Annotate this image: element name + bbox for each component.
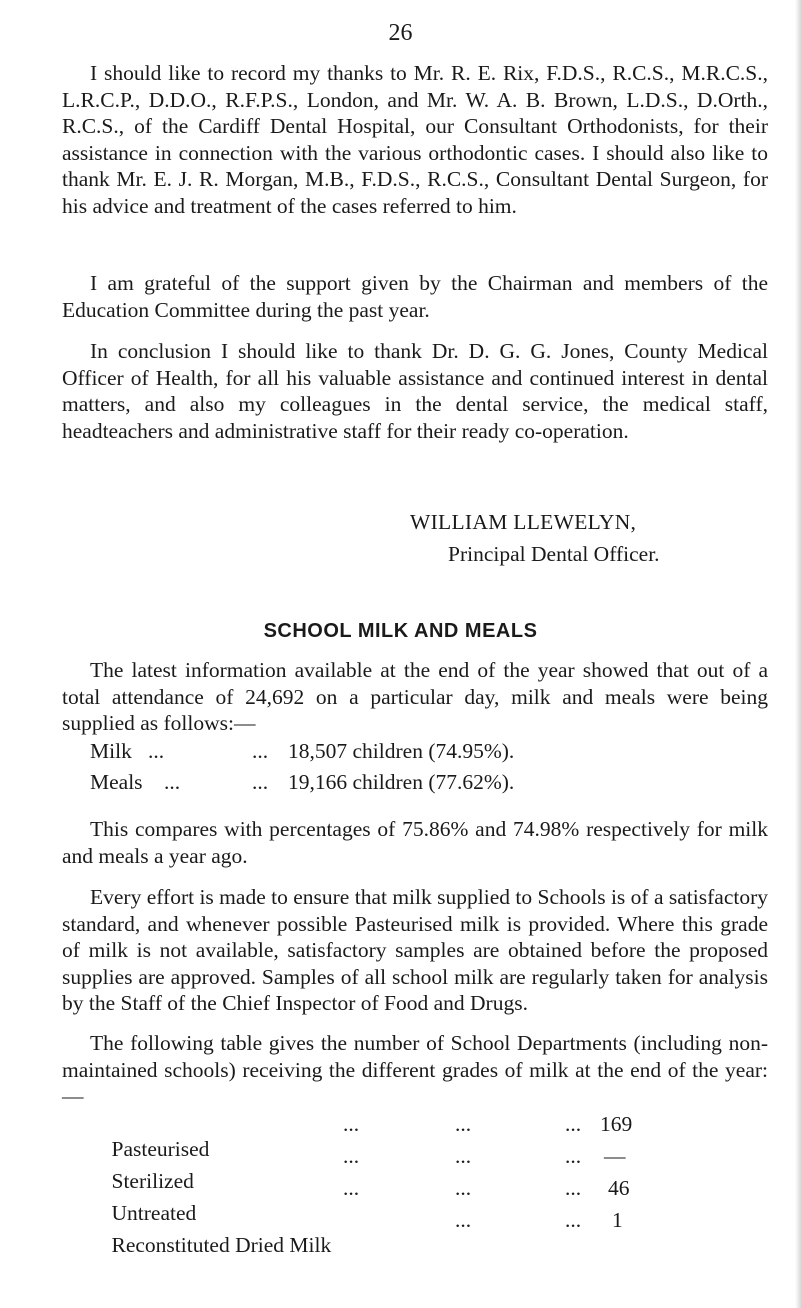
- supply-dots: ...: [164, 770, 181, 794]
- paragraph-text: I should like to record my thanks to Mr. R. E. Rix, F.D.S., R.C.S., M.R.C.S., L.R.C.P., D.D.O., R.F.P.S., London, and Mr. W. A. B. Brown, L.D.S., D.Orth., R.C.S., of the Cardiff Dental Hospital, our Consultant Orthodonists, for their assistance in connection with the various orthodontic cases. I should also like to thank Mr. E. J. R. Morgan, M.B., F.D.S., R.C.S., Consultant Dental Surgeon, for his advice and treatment of the cases referred to him.: [62, 61, 768, 218]
- supply-dots: ...: [252, 739, 269, 763]
- supply-dots: ...: [148, 739, 165, 763]
- paragraph-thanks-orthodontists: [62, 60, 768, 219]
- signature-title: Principal Dental Officer.: [448, 542, 660, 566]
- grade-dots: ...: [343, 1176, 360, 1200]
- supply-label: Milk: [90, 739, 132, 763]
- paragraph-text: This compares with percentages of 75.86% and 74.98% respectively for milk and meals a year ago.: [62, 817, 768, 868]
- section-heading: SCHOOL MILK AND MEALS: [263, 620, 538, 642]
- paragraph-milk-meals-intro: [62, 657, 768, 737]
- grade-label: Pasteurised: [111, 1137, 210, 1161]
- signature-name: WILLIAM LLEWELYN,: [410, 510, 637, 534]
- paragraph-text: I am grateful of the support given by the Chairman and members of the Education Committee during the past year.: [62, 271, 768, 322]
- grade-value: 46: [608, 1176, 630, 1200]
- paragraph-text: The latest information available at the end of the year showed that out of a total attendance of 24,692 on a particular day, milk and meals were being supplied as follows:—: [62, 658, 768, 735]
- paragraph-quality: [62, 884, 768, 1017]
- grade-dots: ...: [455, 1112, 472, 1136]
- paragraph-comparison: [62, 816, 768, 869]
- grade-value: 1: [612, 1208, 623, 1232]
- supply-value: 18,507 children (74.95%).: [288, 739, 515, 763]
- paragraph-committee: [62, 270, 768, 323]
- page-edge-shadow: [795, 0, 801, 1308]
- grade-dots: ...: [455, 1144, 472, 1168]
- grade-dots: ...: [343, 1112, 360, 1136]
- grade-label: Untreated: [111, 1201, 197, 1225]
- table-row: [90, 1208, 331, 1283]
- grade-value: —: [604, 1144, 626, 1168]
- supply-value: 19,166 children (77.62%).: [288, 770, 515, 794]
- grade-dots: ...: [565, 1144, 582, 1168]
- paragraph-text: Every effort is made to ensure that milk supplied to Schools is of a satisfactory standard, and whenever possible Pasteurised milk is provided. Where this grade of milk is not available, satisfactory samples are obtained before the proposed supplies are approved. Samples of all school milk are regularly taken for analysis by the Staff of the Chief Inspector of Food and Drugs.: [62, 885, 768, 1015]
- grade-label: Reconstituted Dried Milk: [111, 1233, 332, 1257]
- grade-dots: ...: [343, 1144, 360, 1168]
- paragraph-text: The following table gives the number of School Departments (including non-maintained schools) receiving the different grades of milk at the end of the year:—: [62, 1031, 768, 1108]
- grade-label: Sterilized: [111, 1169, 194, 1193]
- grade-dots: ...: [455, 1176, 472, 1200]
- grade-dots: ...: [455, 1208, 472, 1232]
- page-number: 26: [388, 20, 413, 46]
- paragraph-conclusion: [62, 338, 768, 444]
- grade-dots: ...: [565, 1208, 582, 1232]
- supply-label: Meals: [90, 770, 143, 794]
- grade-value: 169: [600, 1112, 633, 1136]
- grade-dots: ...: [565, 1112, 582, 1136]
- grade-dots: ...: [565, 1176, 582, 1200]
- paragraph-table-intro: [62, 1030, 768, 1110]
- paragraph-text: In conclusion I should like to thank Dr. D. G. G. Jones, County Medical Officer of Health, for all his valuable assistance and continued interest in dental matters, and also my colleagues in the dental service, the medical staff, headteachers and administrative staff for their ready co-operation.: [62, 339, 768, 443]
- supply-dots: ...: [252, 770, 269, 794]
